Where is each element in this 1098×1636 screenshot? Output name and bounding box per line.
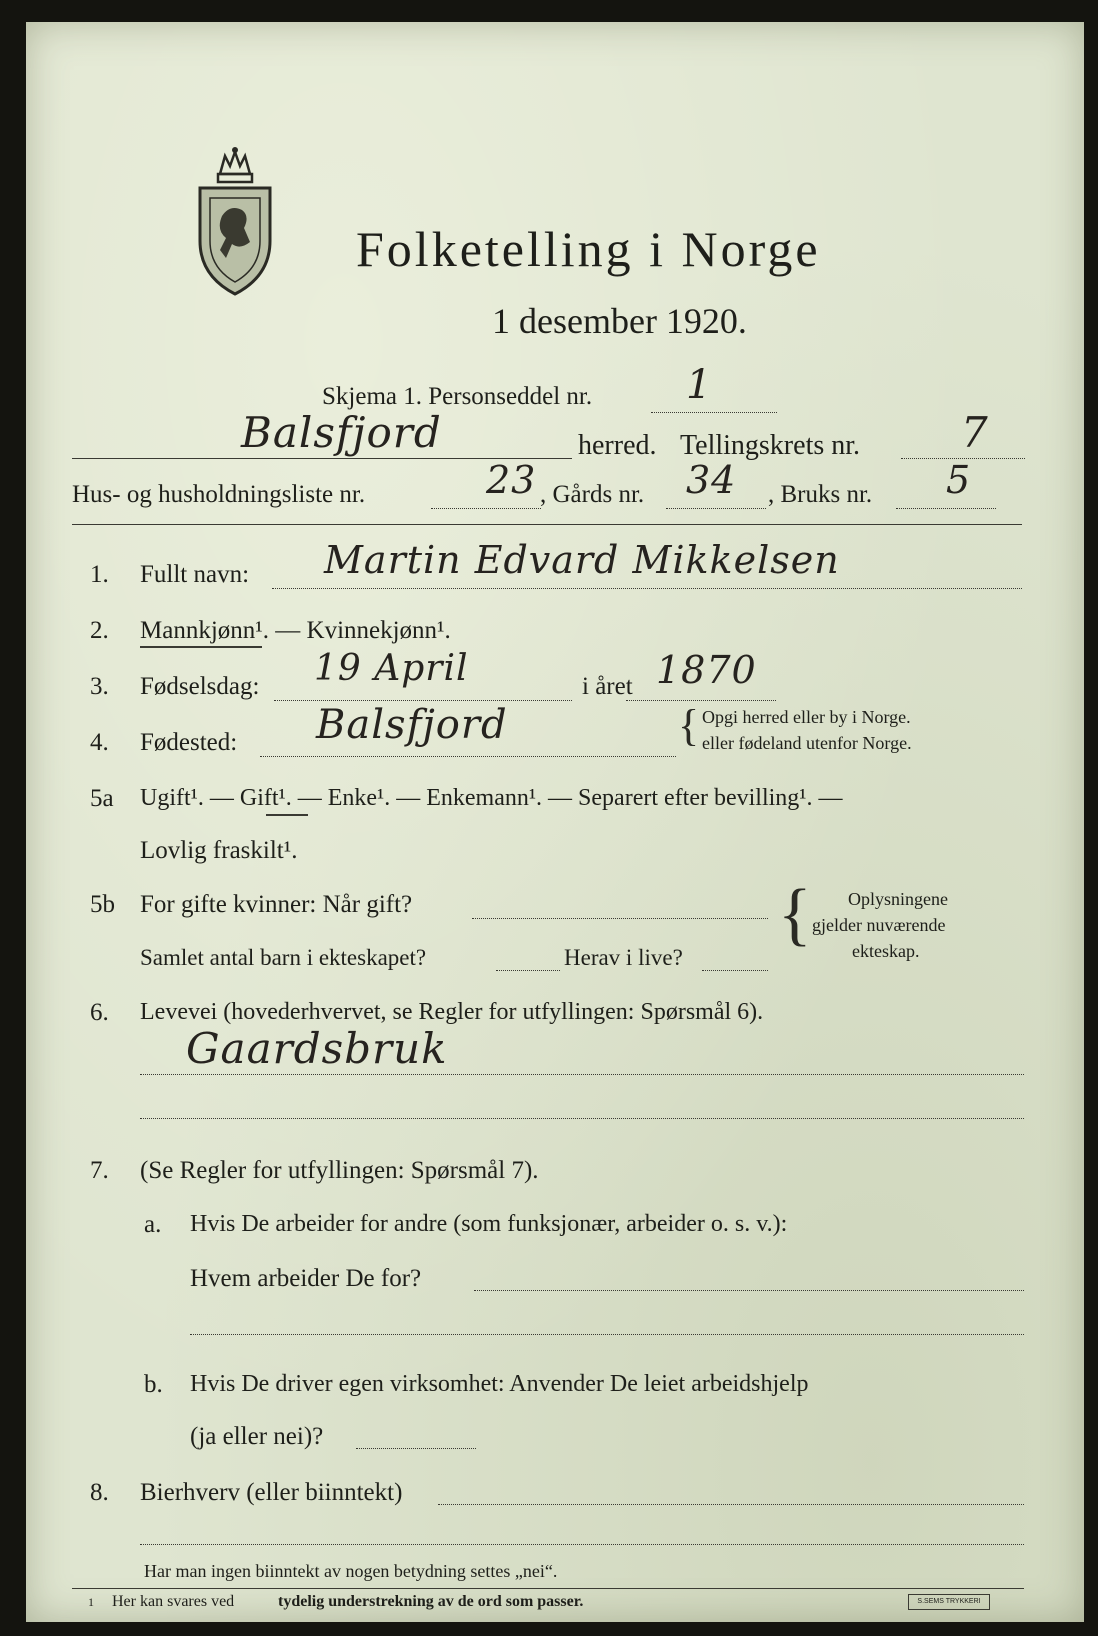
when-married-line bbox=[472, 918, 768, 919]
occupation-label: Levevei (hovederhvervet, se Regler for utfyllingen: Spørsmål 6). bbox=[140, 999, 764, 1025]
q3-number: 3. bbox=[90, 673, 109, 700]
side-income-line-2 bbox=[140, 1544, 1024, 1545]
gift-underline bbox=[266, 814, 308, 816]
hired-help-line bbox=[356, 1448, 476, 1449]
birthplace-note-brace: { bbox=[678, 701, 700, 750]
q7b-letter: b. bbox=[144, 1371, 163, 1398]
birth-year-line bbox=[626, 700, 776, 701]
birthplace-note-1: Opgi herred eller by i Norge. bbox=[702, 707, 911, 727]
census-date: 1 desember 1920. bbox=[492, 301, 747, 341]
census-form-page bbox=[26, 22, 1084, 1622]
q7-label: (Se Regler for utfyllingen: Spørsmål 7). bbox=[140, 1157, 539, 1184]
schema-label: Skjema 1. Personseddel nr. bbox=[322, 383, 593, 410]
occupation-line-2 bbox=[140, 1118, 1024, 1119]
bruks-label: , Bruks nr. bbox=[768, 481, 873, 508]
bruks-value: 5 bbox=[946, 458, 972, 502]
header-divider bbox=[72, 524, 1022, 525]
birthplace-note-2: eller fødeland utenfor Norge. bbox=[702, 733, 912, 753]
personseddel-number: 1 bbox=[686, 362, 713, 408]
q4-number: 4. bbox=[90, 729, 109, 756]
birthdate-line bbox=[274, 700, 572, 701]
q1-number: 1. bbox=[90, 561, 109, 588]
bruks-line bbox=[896, 508, 996, 509]
employer-line-2 bbox=[190, 1334, 1024, 1335]
printer-stamp: S.SEMS TRYKKERI bbox=[908, 1594, 990, 1610]
q7a-letter: a. bbox=[144, 1211, 162, 1238]
gards-line bbox=[666, 508, 766, 509]
footnote-mark: 1 bbox=[88, 1595, 94, 1609]
birthplace-value: Balsfjord bbox=[316, 702, 508, 748]
herred-value: Balsfjord bbox=[241, 408, 442, 457]
gards-label: , Gårds nr. bbox=[540, 481, 645, 508]
q4-label: Fødested: bbox=[140, 729, 238, 756]
mannkjonn-underline bbox=[140, 646, 262, 648]
full-name-value: Martin Edvard Mikkelsen bbox=[324, 538, 840, 582]
side-income-note: Har man ingen biinntekt av nogen betydning settes „nei“. bbox=[144, 1561, 558, 1581]
q8-number: 8. bbox=[90, 1479, 109, 1506]
form-title: Folketelling i Norge bbox=[356, 221, 821, 277]
gards-value: 34 bbox=[686, 458, 737, 502]
marital-status-options-2: Lovlig fraskilt¹. bbox=[140, 837, 298, 864]
year-label: i året bbox=[582, 673, 633, 700]
children-alive-line bbox=[702, 970, 768, 971]
birth-year-value: 1870 bbox=[656, 648, 757, 692]
marriage-note-1: Oplysningene bbox=[848, 889, 948, 909]
q7a-question: Hvis De arbeider for andre (som funksjonær, arbeider o. s. v.): bbox=[190, 1211, 788, 1237]
q7b-question: Hvis De driver egen virksomhet: Anvender De leiet arbeidshjelp bbox=[190, 1371, 809, 1397]
gender-options: Mannkjønn¹. — Kvinnekjønn¹. bbox=[140, 617, 451, 644]
q1-label: Fullt navn: bbox=[140, 561, 250, 588]
q7-number: 7. bbox=[90, 1157, 109, 1184]
children-total-line bbox=[496, 970, 560, 971]
birthplace-line bbox=[260, 756, 676, 757]
q2-number: 2. bbox=[90, 617, 109, 644]
q6-number: 6. bbox=[90, 999, 109, 1026]
personseddel-number-line bbox=[651, 412, 777, 413]
tellingskrets-value: 7 bbox=[961, 408, 989, 457]
footnote-divider bbox=[72, 1588, 1024, 1589]
children-total-label: Samlet antal barn i ekteskapet? bbox=[140, 945, 427, 970]
q5b-number: 5b bbox=[90, 891, 115, 918]
footnote-text: Her kan svares ved bbox=[112, 1593, 235, 1610]
husholdningsliste-line bbox=[431, 508, 541, 509]
herred-label: herred. bbox=[578, 430, 657, 461]
husholdningsliste-label: Hus- og husholdningsliste nr. bbox=[72, 481, 366, 508]
q5a-number: 5a bbox=[90, 785, 114, 812]
tellingskrets-label: Tellingskrets nr. bbox=[680, 430, 861, 461]
side-income-label: Bierhverv (eller biinntekt) bbox=[140, 1479, 403, 1506]
q3-label: Fødselsdag: bbox=[140, 673, 260, 700]
occupation-value: Gaardsbruk bbox=[186, 1024, 448, 1073]
husholdningsliste-value: 23 bbox=[486, 458, 537, 502]
children-alive-label: Herav i live? bbox=[564, 945, 683, 970]
q7a-employer-label: Hvem arbeider De for? bbox=[190, 1265, 422, 1292]
q7b-answer-label: (ja eller nei)? bbox=[190, 1423, 324, 1450]
side-income-line-1 bbox=[438, 1504, 1024, 1505]
marital-status-options: Ugift¹. — Gift¹. — Enke¹. — Enkemann¹. — Separert efter bevilling¹. — bbox=[140, 785, 843, 811]
employer-line-1 bbox=[474, 1290, 1024, 1291]
marriage-note-brace: { bbox=[778, 876, 812, 953]
birthdate-value: 19 April bbox=[314, 648, 469, 689]
married-women-label: For gifte kvinner: Når gift? bbox=[140, 891, 413, 918]
marriage-note-2: gjelder nuværende bbox=[812, 915, 946, 935]
norwegian-coat-of-arms-icon bbox=[192, 146, 278, 296]
marriage-note-3: ekteskap. bbox=[852, 941, 920, 961]
footnote-text-bold: tydelig understrekning av de ord som passer. bbox=[278, 1593, 584, 1610]
full-name-line bbox=[272, 588, 1022, 589]
occupation-line-1 bbox=[140, 1074, 1024, 1075]
